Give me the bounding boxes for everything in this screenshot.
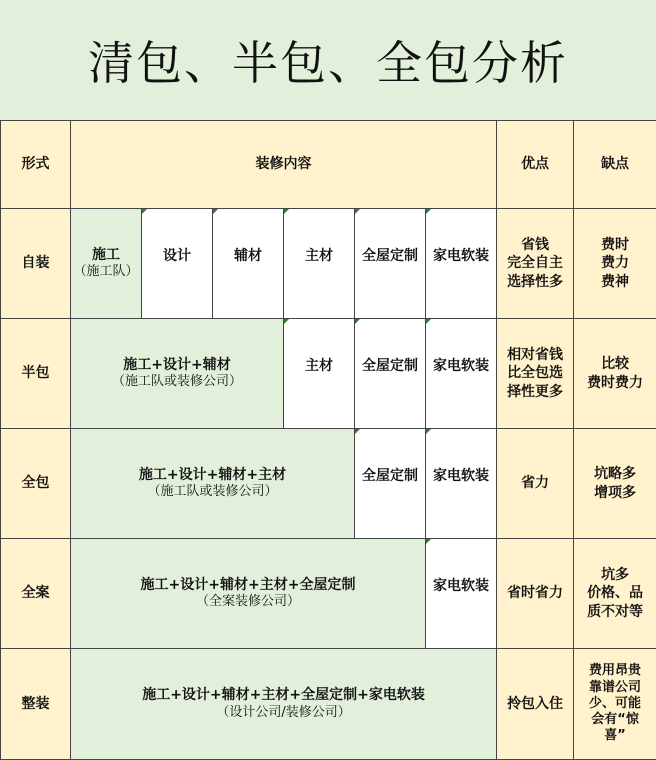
row-pros: 省时省力 [497, 539, 574, 649]
item-cell: 家电软装 [426, 209, 497, 319]
row-main-cell [71, 209, 142, 319]
item-cell: 全屋定制 [355, 429, 426, 539]
row-cons: 坑略多 增项多 [574, 429, 656, 539]
item-cell: 主材 [284, 319, 355, 429]
row-quanan [1, 539, 656, 649]
item-cell: 设计 [142, 209, 213, 319]
row-form: 半包 [1, 319, 71, 429]
row-zhengzhuang [1, 649, 656, 760]
row-main-label: 施工+设计+辅材+主材+全屋定制+家电软装 [142, 687, 425, 703]
row-pros: 相对省钱 比全包选 择性更多 [497, 319, 574, 429]
row-main-sub: （设计公司/装修公司） [73, 705, 494, 722]
row-ziz [1, 209, 656, 319]
row-main-cell [71, 649, 497, 760]
row-form: 整装 [1, 649, 71, 760]
header-content: 装修内容 [71, 121, 497, 209]
row-cons: 比较 费时费力 [574, 319, 656, 429]
row-pros: 省力 [497, 429, 574, 539]
row-main-label: 施工+设计+辅材+主材 [139, 467, 286, 483]
row-cons: 费用昂贵 靠谱公司 少、可能 会有“惊 喜” [574, 649, 656, 760]
row-main-label: 施工+设计+辅材 [123, 357, 230, 373]
row-main-sub: （施工队或装修公司） [73, 484, 352, 501]
header-row [1, 121, 656, 209]
header-form: 形式 [1, 121, 71, 209]
row-main-sub: （施工队） [73, 264, 139, 281]
row-banbao [1, 319, 656, 429]
row-pros: 拎包入住 [497, 649, 574, 760]
item-cell: 家电软装 [426, 429, 497, 539]
item-cell: 全屋定制 [355, 319, 426, 429]
row-main-cell [71, 429, 355, 539]
item-cell: 家电软装 [426, 319, 497, 429]
row-pros: 省钱 完全自主 选择性多 [497, 209, 574, 319]
item-cell: 辅材 [213, 209, 284, 319]
row-cons: 坑多 价格、品 质不对等 [574, 539, 656, 649]
row-main-cell [71, 319, 284, 429]
row-main-label: 施工 [92, 247, 120, 263]
row-quanbao [1, 429, 656, 539]
header-pros: 优点 [497, 121, 574, 209]
item-cell: 家电软装 [426, 539, 497, 649]
comparison-table [0, 120, 656, 760]
row-form: 全案 [1, 539, 71, 649]
row-cons: 费时 费力 费神 [574, 209, 656, 319]
page-title: 清包、半包、全包分析 [0, 0, 656, 121]
row-main-sub: （全案装修公司） [73, 594, 423, 611]
item-cell: 主材 [284, 209, 355, 319]
row-main-sub: （施工队或装修公司） [73, 374, 281, 391]
header-cons: 缺点 [574, 121, 656, 209]
row-form: 自装 [1, 209, 71, 319]
row-main-cell [71, 539, 426, 649]
row-main-label: 施工+设计+辅材+主材+全屋定制 [141, 577, 356, 593]
row-form: 全包 [1, 429, 71, 539]
item-cell: 全屋定制 [355, 209, 426, 319]
